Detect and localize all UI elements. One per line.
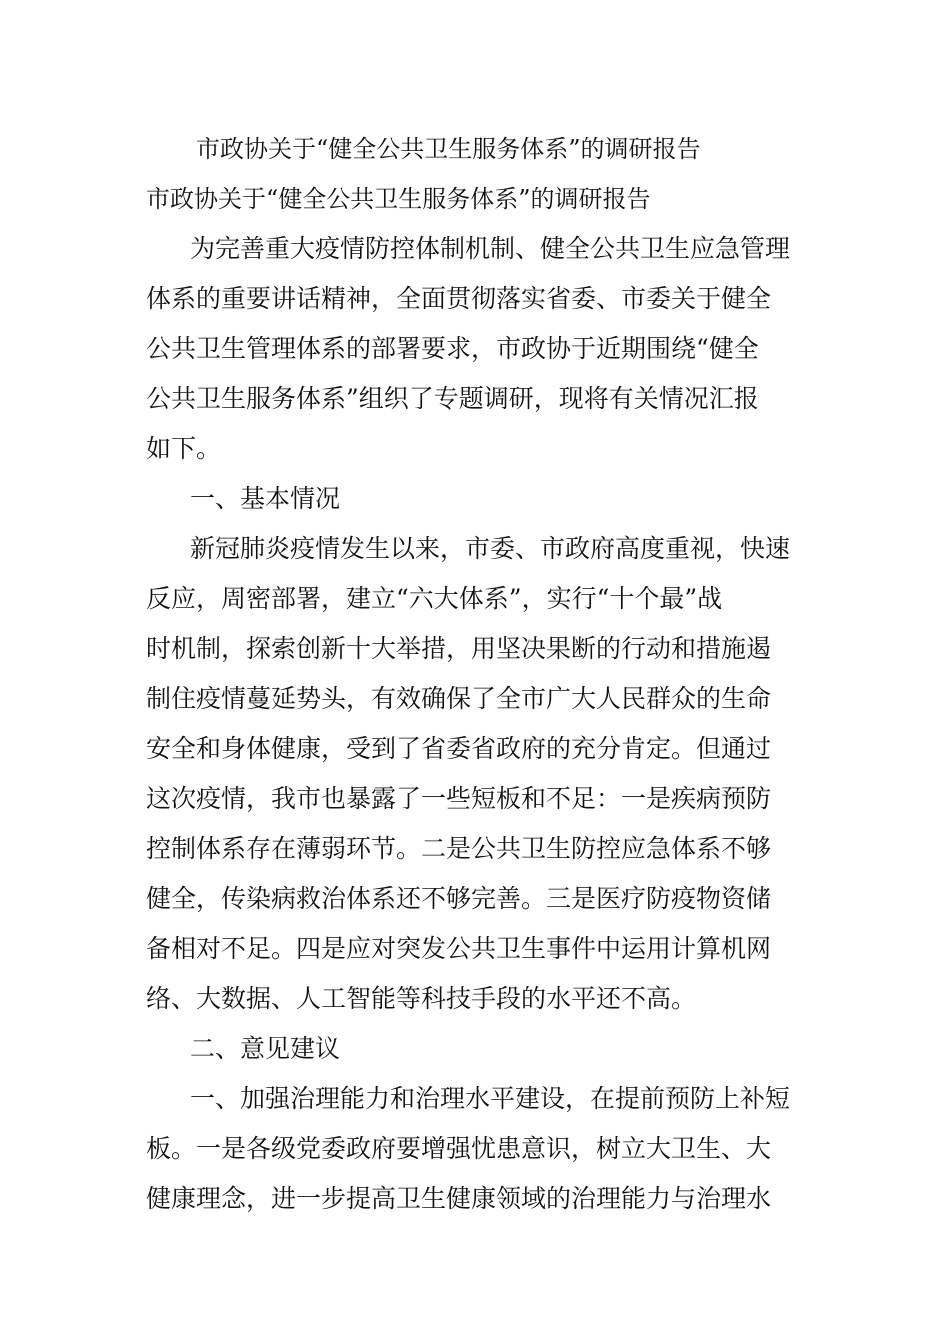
section-2-heading: 二、意见建议 (190, 1034, 341, 1063)
intro-paragraph-line: 如下。 (146, 434, 222, 463)
intro-paragraph-line: 公共卫生管理体系的部署要求，市政协于近期围绕“健全 (146, 334, 759, 363)
section-2-line: 健康理念，进一步提高卫生健康领域的治理能力与治理水 (146, 1184, 772, 1213)
section-1-line: 健全，传染病救治体系还不够完善。三是医疗防疫物资储 (146, 884, 772, 913)
section-2-line: 一、加强治理能力和治理水平建设，在提前预防上补短 (190, 1084, 791, 1113)
intro-paragraph-line: 体系的重要讲话精神，全面贯彻落实省委、市委关于健全 (146, 284, 772, 313)
section-1-line: 反应，周密部署，建立“六大体系”，实行“十个最”战 (146, 584, 723, 613)
intro-paragraph-line: 公共卫生服务体系”组织了专题调研，现将有关情况汇报 (146, 384, 759, 413)
section-1-line: 控制体系存在薄弱环节。二是公共卫生防控应急体系不够 (146, 834, 772, 863)
section-1-line: 新冠肺炎疫情发生以来，市委、市政府高度重视，快速 (190, 534, 791, 563)
section-1-line: 络、大数据、人工智能等科技手段的水平还不高。 (146, 984, 697, 1013)
section-1-line: 时机制，探索创新十大举措，用坚决果断的行动和措施遏 (146, 634, 772, 663)
section-1-line: 制住疫情蔓延势头，有效确保了全市广大人民群众的生命 (146, 684, 772, 713)
section-2-line: 板。一是各级党委政府要增强忧患意识，树立大卫生、大 (146, 1134, 772, 1163)
section-1-heading: 一、基本情况 (190, 484, 341, 513)
section-1-line: 这次疫情，我市也暴露了一些短板和不足：一是疾病预防 (146, 784, 772, 813)
section-1-line: 备相对不足。四是应对突发公共卫生事件中运用计算机网 (146, 934, 772, 963)
intro-paragraph-line: 为完善重大疫情防控体制机制、健全公共卫生应急管理 (190, 234, 791, 263)
report-title-line-2: 市政协关于“健全公共卫生服务体系”的调研报告 (146, 185, 651, 213)
section-1-line: 安全和身体健康，受到了省委省政府的充分肯定。但通过 (146, 734, 772, 763)
report-title-line-1: 市政协关于“健全公共卫生服务体系”的调研报告 (196, 135, 701, 163)
